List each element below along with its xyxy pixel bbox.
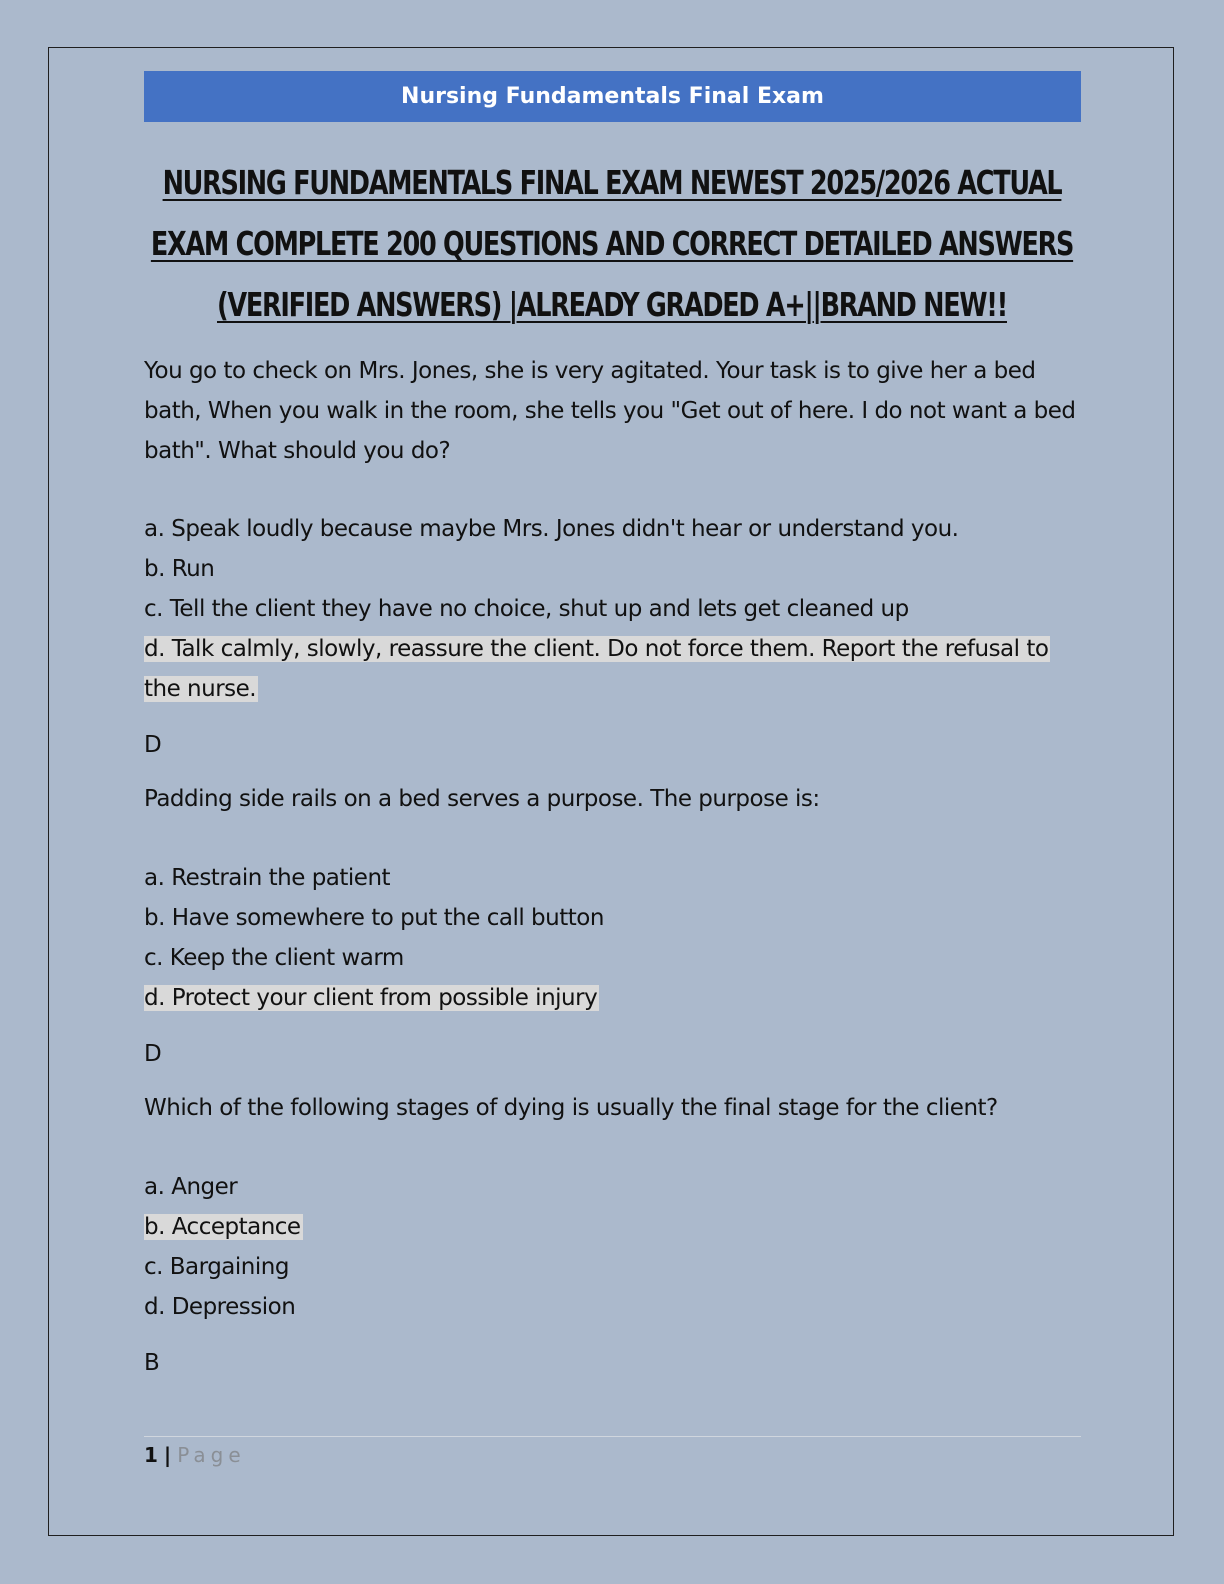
answer-highlight: b. Acceptance (144, 1214, 301, 1240)
option-a: a. Restrain the patient (144, 865, 391, 891)
option-c: c. Keep the client warm (144, 945, 404, 971)
question-2 (144, 779, 1081, 1074)
option-list (144, 858, 1081, 1018)
page-content (144, 71, 1081, 1383)
page-separator: | (163, 1443, 172, 1467)
header-bar (144, 71, 1081, 122)
question-1 (144, 351, 1081, 765)
option-c: c. Bargaining (144, 1254, 289, 1280)
page-number: 1 (144, 1443, 158, 1467)
option-b-correct (144, 1207, 1081, 1247)
option-list (144, 509, 1081, 709)
option-list (144, 1167, 1081, 1327)
header-title: Nursing Fundamentals Final Exam (401, 84, 824, 109)
option-a: a. Anger (144, 1174, 238, 1200)
page-label: Page (177, 1443, 246, 1467)
option-d-correct (144, 978, 1081, 1018)
answer-key: D (144, 1041, 162, 1067)
answer-key: B (144, 1350, 160, 1376)
option-d-correct (144, 629, 1081, 709)
option-a: a. Speak loudly because maybe Mrs. Jones didn't hear or understand you. (144, 516, 959, 542)
option-b: b. Run (144, 556, 215, 582)
option-c: c. Tell the client they have no choice, shut up and lets get cleaned up (144, 596, 909, 622)
option-b: b. Have somewhere to put the call button (144, 905, 604, 931)
question-text: Padding side rails on a bed serves a purpose. The purpose is: (144, 786, 820, 812)
answer-highlight: d. Protect your client from possible injury (144, 985, 598, 1011)
page-footer (144, 1436, 1081, 1469)
question-text: Which of the following stages of dying is usually the final stage for the client? (144, 1095, 998, 1121)
answer-highlight: d. Talk calmly, slowly, reassure the client. Do not force them. Report the refusal to the nurse. (144, 636, 1049, 702)
question-3 (144, 1088, 1081, 1383)
answer-key: D (144, 732, 162, 758)
document-title: NURSING FUNDAMENTALS FINAL EXAM NEWEST 2025/2026 ACTUAL EXAM COMPLETE 200 QUESTIONS AND CORRECT DETAILED ANSWERS (VERIFIED ANSWERS) |ALREADY GRADED A+||BRAND NEW!! (150, 163, 1074, 324)
option-d: d. Depression (144, 1294, 296, 1320)
question-text: You go to check on Mrs. Jones, she is very agitated. Your task is to give her a bed bath, When you walk in the room, she tells you "Get out of here. I do not want a bed bath". What should you do? (144, 358, 1076, 464)
